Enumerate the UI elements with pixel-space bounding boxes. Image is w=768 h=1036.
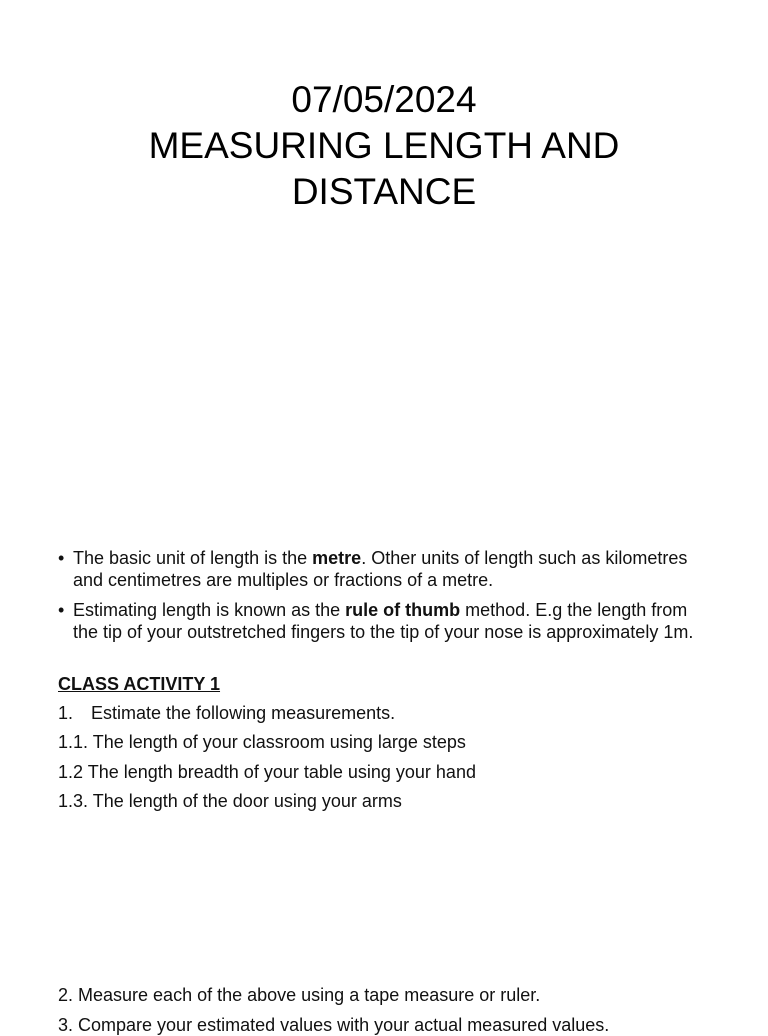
- bullet-rule-of-thumb: [58, 600, 698, 643]
- bullet-marker: •: [58, 600, 65, 620]
- bullet-text-after: . Other units of length such as kilometres and centimetres are multiples or fractions of a metre.: [73, 548, 688, 590]
- bullet-text-bold: metre: [312, 548, 362, 568]
- bullet-marker: •: [58, 548, 65, 568]
- bullet-text: [58, 548, 698, 591]
- bullet-text: [58, 600, 698, 643]
- title-line-1: MEASURING LENGTH AND: [148, 125, 620, 166]
- activity-item-1-3: 1.3. The length of the door using your arms: [58, 791, 402, 811]
- bullet-text-after: method. E.g the length from the tip of your outstretched fingers to the tip of your nose is approximately 1m.: [73, 600, 694, 642]
- activity-item-2: 2. Measure each of the above using a tape measure or ruler.: [58, 985, 541, 1005]
- title-line-2: DISTANCE: [291, 171, 477, 212]
- activity-item-1-number: 1.: [58, 703, 74, 723]
- bullet-text-bold: rule of thumb: [345, 600, 461, 620]
- activity-item-1-1: 1.1. The length of your classroom using large steps: [58, 732, 466, 752]
- bullet-text-before: The basic unit of length is the: [73, 548, 313, 568]
- activity-item-1: [58, 702, 395, 724]
- bullet-text-before: Estimating length is known as the: [73, 600, 346, 620]
- activity-item-1-text: Estimate the following measurements.: [91, 703, 396, 723]
- class-activity-heading: CLASS ACTIVITY 1: [58, 674, 221, 694]
- activity-item-1-2: 1.2 The length breadth of your table using your hand: [58, 762, 476, 782]
- activity-item-3: 3. Compare your estimated values with your actual measured values.: [58, 1015, 610, 1035]
- title-date: 07/05/2024: [291, 79, 477, 120]
- bullet-unit-of-length: [58, 548, 698, 591]
